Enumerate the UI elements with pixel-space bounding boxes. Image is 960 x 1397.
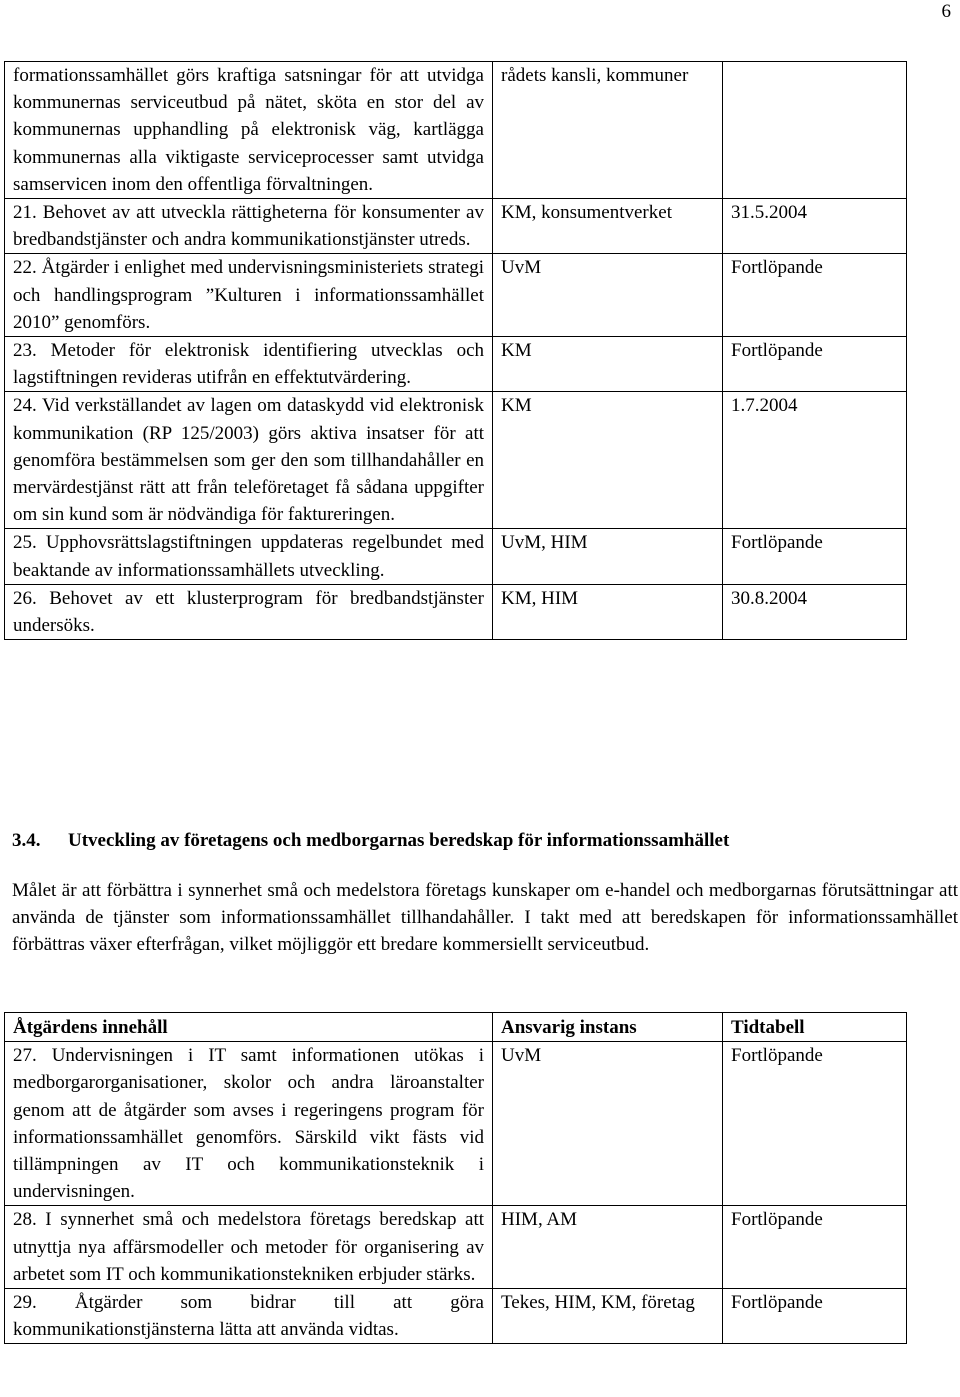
schedule-cell: Fortlöpande (723, 1042, 907, 1206)
table-row (5, 1042, 907, 1206)
responsible-cell: UvM, HIM (493, 529, 723, 584)
responsible-cell: KM (493, 392, 723, 529)
table-row (5, 1206, 907, 1289)
table-row (5, 254, 907, 337)
table-row (5, 529, 907, 584)
header-action: Åtgärdens innehåll (5, 1013, 493, 1042)
action-cell: 24. Vid verkställandet av lagen om dataskydd vid elektronisk kommunikation (RP 125/2003) görs aktiva insatser för att genomföra bestämmelsen som ger den som tillhandahåller en mervärdestjänst rätt att från teleföretaget få sådana uppgifter om sin kund som är nödvändiga för faktureringen. (5, 392, 493, 529)
page-number: 6 (941, 1, 951, 22)
responsible-cell: rådets kansli, kommuner (493, 62, 723, 199)
action-cell: 28. I synnerhet små och medelstora företags beredskap att utnyttja nya affärsmodeller och metoder för organisering av arbetet som IT och kommunikationstekniken erbjuder stärks. (5, 1206, 493, 1289)
responsible-cell: Tekes, HIM, KM, företag (493, 1289, 723, 1344)
action-cell: 21. Behovet av att utveckla rättigheterna för konsumenter av bredbandstjänster och andra kommunikationstjänster utreds. (5, 199, 493, 254)
table-row (5, 62, 907, 199)
action-cell: 26. Behovet av ett klusterprogram för bredbandstjänster undersöks. (5, 584, 493, 639)
action-cell: 27. Undervisningen i IT samt informationen utökas i medborgarorganisationer, skolor och andra läroanstalter genom att de åtgärder som avses i regeringens program för informationssamhället genomförs. Särskild vikt fästs vid tillämpningen av IT och kommunikationsteknik i undervisningen. (5, 1042, 493, 1206)
responsible-cell: UvM (493, 1042, 723, 1206)
schedule-cell: 30.8.2004 (723, 584, 907, 639)
section-heading (12, 827, 932, 854)
section-title: Utveckling av företagens och medborgarnas beredskap för informationssamhället (68, 830, 730, 851)
responsible-cell: KM, konsumentverket (493, 199, 723, 254)
table-row (5, 1289, 907, 1344)
action-cell: 29. Åtgärder som bidrar till att göra kommunikationstjänsterna lätta att använda vidtas. (5, 1289, 493, 1344)
schedule-cell: Fortlöpande (723, 254, 907, 337)
schedule-cell: Fortlöpande (723, 1289, 907, 1344)
measures-table-continued (4, 61, 907, 640)
responsible-cell: KM (493, 337, 723, 392)
schedule-cell: Fortlöpande (723, 1206, 907, 1289)
schedule-cell: 31.5.2004 (723, 199, 907, 254)
header-schedule: Tidtabell (723, 1013, 907, 1042)
schedule-cell: Fortlöpande (723, 529, 907, 584)
measures-table (4, 1012, 907, 1344)
table-row (5, 392, 907, 529)
header-responsible: Ansvarig instans (493, 1013, 723, 1042)
action-cell: formationssamhället görs kraftiga satsningar för att utvidga kommunernas serviceutbud på nätet, sköta en stor del av kommunernas upphandling på elektronisk väg, kartlägga kommunernas alla viktigaste serviceprocesser samt utvidga samservicen inom den offentliga förvaltningen. (5, 62, 493, 199)
responsible-cell: UvM (493, 254, 723, 337)
schedule-cell: 1.7.2004 (723, 392, 907, 529)
table-row (5, 337, 907, 392)
action-cell: 25. Upphovsrättslagstiftningen uppdateras regelbundet med beaktande av informationssamhällets utveckling. (5, 529, 493, 584)
section-number: 3.4. (12, 830, 41, 851)
schedule-cell (723, 62, 907, 199)
table-row (5, 584, 907, 639)
table-row (5, 199, 907, 254)
action-cell: 23. Metoder för elektronisk identifiering utvecklas och lagstiftningen revideras utifrån en effektutvärdering. (5, 337, 493, 392)
table-header-row (5, 1013, 907, 1042)
schedule-cell: Fortlöpande (723, 337, 907, 392)
responsible-cell: HIM, AM (493, 1206, 723, 1289)
section-intro: Målet är att förbättra i synnerhet små och medelstora företags kunskaper om e-handel och medborgarnas förutsättningar att använda de tjänster som informationssamhället tillhandahåller. I takt med att beredskapen för informationssamhället förbättras växer efterfrågan, vilket möjliggör ett bredare kommersiellt serviceutbud. (12, 880, 958, 956)
responsible-cell: KM, HIM (493, 584, 723, 639)
action-cell: 22. Åtgärder i enlighet med undervisningsministeriets strategi och handlingsprogram ”Kulturen i informationssamhället 2010” genomförs. (5, 254, 493, 337)
